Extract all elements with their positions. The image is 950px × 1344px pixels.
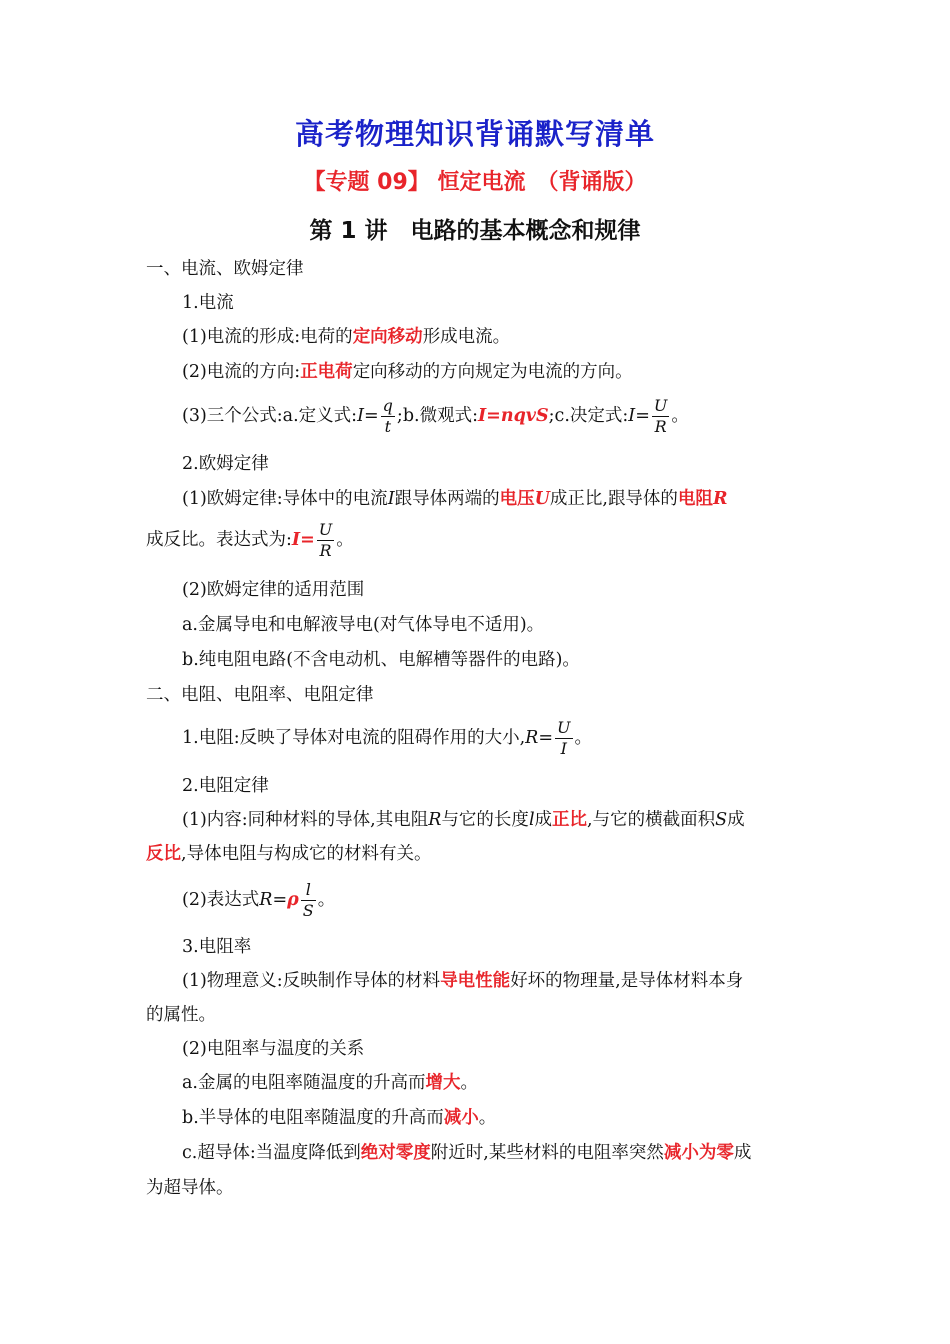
paragraph: (2)电流的方向:正电荷定向移动的方向规定为电流的方向。 (182, 362, 633, 382)
paragraph: c.超导体:当温度降低到绝对零度附近时,某些材料的电阻率突然减小为零成 (182, 1143, 752, 1163)
key-term: 减小为零 (663, 1143, 734, 1163)
fraction: $\frac{U}{R}$ (318, 520, 333, 560)
key-term: 定向移动 (352, 327, 423, 347)
fraction: $\frac{q}{t}$ (382, 396, 393, 436)
key-term: 导电性能 (440, 971, 511, 991)
section-heading: 二、电阻、电阻率、电阻定律 (146, 685, 374, 705)
paragraph-continuation: 反比,导体电阻与构成它的材料有关。 (146, 844, 432, 864)
key-term: 反比 (146, 844, 181, 864)
paragraph: b.半导体的电阻率随温度的升高而减小。 (182, 1108, 497, 1128)
fraction: $\frac{l}{S}$ (302, 880, 314, 920)
subsection-title: 2.欧姆定律 (182, 454, 269, 474)
paragraph: (2)欧姆定律的适用范围 (182, 580, 365, 600)
fraction: $\frac{U}{R}$ (653, 396, 668, 436)
paragraph: (1)内容:同种材料的导体,其电阻R与它的长度l成正比,与它的横截面积S成 (182, 810, 745, 830)
fraction: $\frac{U}{I}$ (557, 718, 571, 758)
subsection-title: 2.电阻定律 (182, 776, 269, 796)
paragraph-continuation: 为超导体。 (146, 1178, 234, 1198)
paragraph: b.纯电阻电路(不含电动机、电解槽等器件的电路)。 (182, 650, 580, 670)
topic-number: 【专题 09】 (303, 170, 430, 195)
formula-paragraph: (2)表达式R=ρ $\frac{l}{S}$ 。 (182, 880, 336, 920)
key-term: 电压 (499, 489, 535, 509)
formula-paragraph: (3)三个公式:a.定义式:I= $\frac{q}{t}$ ;b.微观式:I=nqvS;c.决定式:I= $\frac{U}{R}$ 。 (182, 396, 689, 436)
paragraph: a.金属导电和电解液导电(对气体导电不适用)。 (182, 615, 545, 635)
paragraph-continuation: 的属性。 (146, 1005, 216, 1025)
subsection-title: 3.电阻率 (182, 937, 252, 957)
topic-name: 恒定电流 (437, 170, 526, 195)
paragraph-continuation: 成反比。表达式为:I= $\frac{U}{R}$ 。 (146, 520, 354, 560)
topic-version: （背诵版） (547, 170, 647, 195)
key-formula: nqvS (500, 406, 549, 426)
key-term: 电阻 (677, 489, 713, 509)
paragraph: (1)欧姆定律:导体中的电流I跟导体两端的电压U成正比,跟导体的电阻R (182, 489, 728, 509)
paragraph: (1)物理意义:反映制作导体的材料导电性能好坏的物理量,是导体材料本身 (182, 971, 744, 991)
key-term: 减小 (443, 1108, 479, 1128)
key-term: 增大 (425, 1073, 461, 1093)
subsection-title: 1.电流 (182, 293, 234, 313)
key-term: 正电荷 (300, 362, 353, 382)
key-term: 正比 (552, 810, 588, 830)
topic-subtitle (0, 165, 950, 196)
paragraph: (2)电阻率与温度的关系 (182, 1039, 365, 1059)
paragraph: (1)电流的形成:电荷的定向移动形成电流。 (182, 327, 511, 347)
section-heading: 一、电流、欧姆定律 (146, 259, 304, 279)
formula-paragraph: 1.电阻:反映了导体对电流的阻碍作用的大小,R= $\frac{U}{I}$ 。 (182, 718, 592, 758)
paragraph: a.金属的电阻率随温度的升高而增大。 (182, 1073, 478, 1093)
key-term: 绝对零度 (360, 1143, 431, 1163)
lecture-title: 第 1 讲 电路的基本概念和规律 (309, 218, 641, 244)
page-title: 高考物理知识背诵默写清单 (294, 117, 655, 151)
